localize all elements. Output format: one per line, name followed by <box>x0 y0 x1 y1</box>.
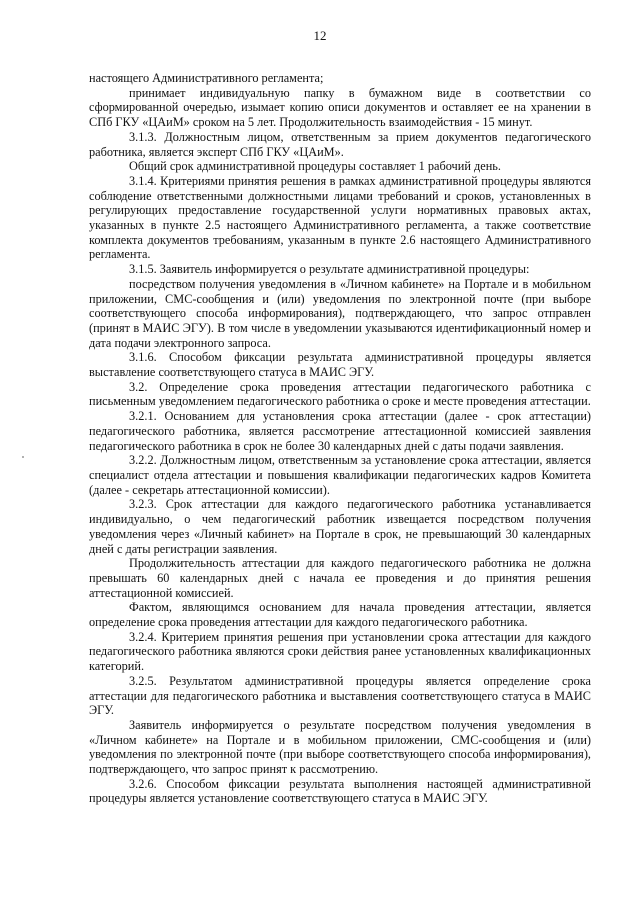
paragraph-continuation: настоящего Административного регламента; <box>89 71 324 85</box>
paragraph-total-term: Общий срок административной процедуры составляет 1 рабочий день. <box>129 159 501 174</box>
paragraph-3-1-4: 3.1.4. Критериями принятия решения в рамках административной процедуры являются соблюдение ответственными должностными лицами требований и сроков, установленных в регулирующих предоставление государственной услуги нормативных правовых актах, указанных в пункте 2.5 настоящего Административного регламента, а также соответствие комплекта документов требованиям, указанным в пункте 2.6 настоящего Административного регламента. <box>89 173 591 262</box>
paragraph-3-2-6: 3.2.6. Способом фиксации результата выполнения настоящей административной процедуры является установление соответствующего статуса в МАИС ЭГУ. <box>89 776 591 806</box>
paragraph-3-1-3: 3.1.3. Должностным лицом, ответственным за прием документов педагогического работника, является эксперт СПб ГКУ «ЦАиМ». <box>89 129 591 159</box>
paragraph-3-2: 3.2. Определение срока проведения аттестации педагогического работника с письменным уведомлением педагогического работника о сроке и месте проведения аттестации. <box>89 379 591 409</box>
paragraph-3-1-5: 3.1.5. Заявитель информируется о результате административной процедуры: <box>129 262 530 277</box>
page-number: 12 <box>313 28 327 43</box>
paragraph-duration: Продолжительность аттестации для каждого педагогического работника не должна превышать 60 календарных дней с начала ее проведения и до принятия решения аттестационной комиссией. <box>89 556 591 600</box>
paragraph-3-1-6: 3.1.6. Способом фиксации результата административной процедуры является выставление соответствующего статуса в МАИС ЭГУ. <box>89 350 591 380</box>
paragraph-3-2-4: 3.2.4. Критерием принятия решения при установлении срока аттестации для каждого педагогического работника являются сроки действия ранее установленных квалификационных категорий. <box>89 629 591 674</box>
paragraph-3-2-2: 3.2.2. Должностным лицом, ответственным за установление срока аттестации, является специалист отдела аттестации и повышения квалификации педагогических кадров Комитета (далее - секретарь аттестационной комиссии). <box>89 453 591 497</box>
paragraph-notification-method: посредством получения уведомления в «Личном кабинете» на Портале и в мобильном приложении, СМС-сообщения и (или) уведомления по электронной почте (при выборе соответствующего способа информирования), подтверждающего, что запрос отправлен (принят в МАИС ЭГУ). В том числе в уведомлении указываются идентификационный номер и дата подачи электронного запроса. <box>89 276 591 350</box>
paragraph-accept-folder: принимает индивидуальную папку в бумажном виде в соответствии со сформированной очередью, изымает копию описи документов и оставляет ее на хранении в СПб ГКУ «ЦАиМ» сроком на 5 лет. Продолжительность взаимодействия - 15 минут. <box>89 85 591 130</box>
paragraph-3-2-5: 3.2.5. Результатом административной процедуры является определение срока аттестации для педагогического работника и выставления соответствующего статуса в МАИС ЭГУ. <box>89 673 591 718</box>
paragraph-3-2-1: 3.2.1. Основанием для установления срока аттестации (далее - срок аттестации) педагогического работника, является рассмотрение аттестационной комиссией заявления педагогического работника в срок не более 30 календарных дней с даты подачи заявления. <box>89 409 591 453</box>
paragraph-3-2-3: 3.2.3. Срок аттестации для каждого педагогического работника устанавливается индивидуально, о чем педагогический работник извещается посредством получения уведомления через «Личный кабинет» на Портале в срок, не превышающий 30 календарных дней с даты регистрации заявления. <box>89 497 591 556</box>
paragraph-applicant-informed: Заявитель информируется о результате посредством получения уведомления в «Личном кабинете» на Портале и в мобильном приложении, СМС-сообщения и (или) уведомления по электронной почте (при выборе соответствующего способа информирования), подтверждающего, что запрос принят к рассмотрению. <box>89 717 591 777</box>
document-body <box>89 71 591 806</box>
scan-artifact <box>22 456 24 458</box>
paragraph-basis-fact: Фактом, являющимся основанием для начала проведения аттестации, является определение срока проведения аттестации для каждого педагогического работника. <box>89 600 591 630</box>
